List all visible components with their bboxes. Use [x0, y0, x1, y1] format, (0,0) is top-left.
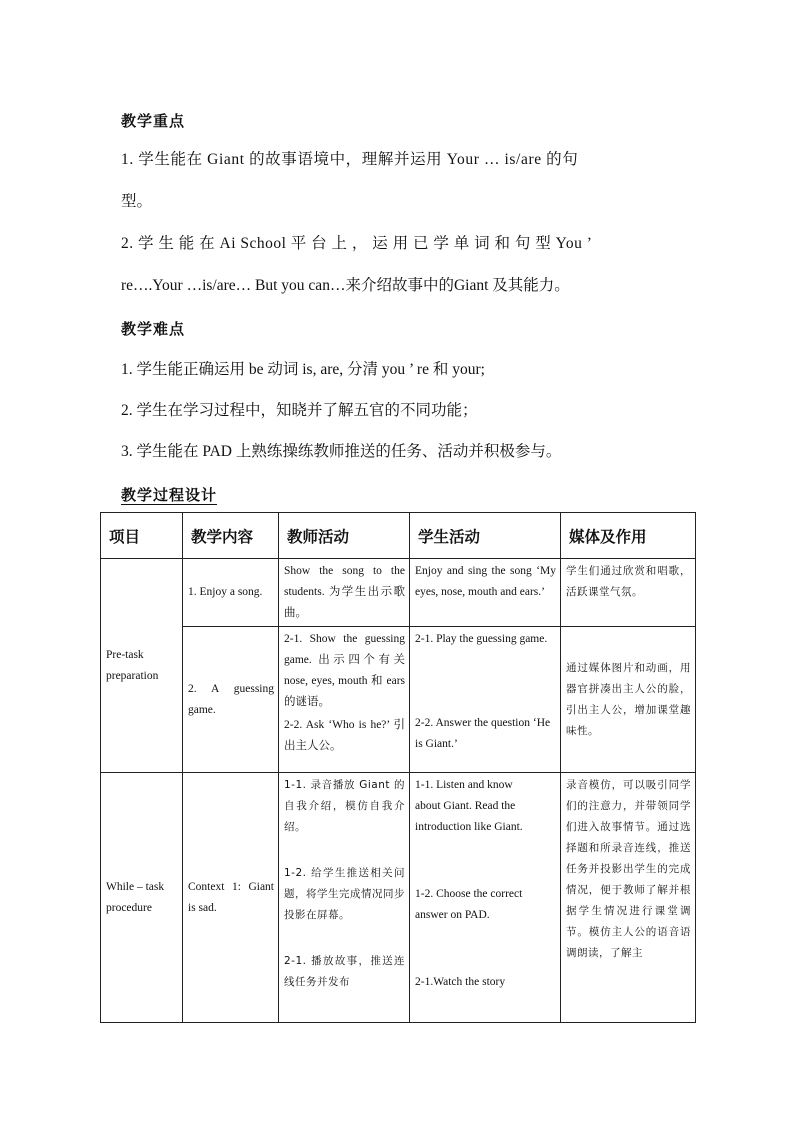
media-text: 通过媒体图片和动画，用器官拼凑出主人公的脸，引出主人公，增加课堂趣味性。 — [566, 661, 691, 737]
teacher-cell — [279, 559, 410, 627]
media-text: 录音模仿，可以吸引同学们的注意力，并带领同学们进入故事情节。通过选择题和所录音连线，推送任务并投影出学生的完成情况，便于教师了解并根据学生情况进行课堂调节。模仿主人公的语音语调朗读，了解主 — [566, 779, 691, 959]
difficulty-heading: 教学难点 — [121, 320, 186, 338]
focus-item-2-line-2: re….Your …is/are… But you can…来介绍故事中的Giant 及其能力。 — [121, 277, 570, 294]
content-text: 2. A guessing game. — [188, 682, 274, 716]
difficulty-item-2: 2. 学生在学习过程中，知晓并了解五官的不同功能； — [121, 402, 478, 419]
focus-heading: 教学重点 — [121, 112, 186, 130]
media-cell — [561, 627, 696, 773]
difficulty-item-1: 1. 学生能正确运用 be 动词 is, are, 分清 you ’ re 和 your; — [121, 361, 485, 378]
table-header-row — [101, 513, 696, 559]
student-text-a: 1-1. Listen and know about Giant. Read the introduction like Giant. — [415, 779, 523, 833]
student-text-c: 2-1.Watch the story — [415, 976, 506, 988]
teacher-text: Show the song to the students. 为学生出示歌曲。 — [284, 565, 405, 619]
col-header-media: 媒体及作用 — [561, 513, 696, 559]
difficulty-item-3: 3. 学生能在 PAD 上熟练操练教师推送的任务、活动并积极参与。 — [121, 443, 562, 460]
col-header-item: 项目 — [101, 513, 183, 559]
process-heading: 教学过程设计 — [121, 486, 218, 504]
col-header-content: 教学内容 — [183, 513, 279, 559]
teacher-cell — [279, 627, 410, 773]
stage-label: Pre-task preparation — [106, 648, 159, 682]
content-text: Context 1: Giant is sad. — [188, 880, 274, 914]
student-text-b: 2-2. Answer the question ‘He is Giant.’ — [415, 717, 551, 750]
teacher-text-a: 2-1. Show the guessing game. 出示四个有关 nose, eyes, mouth 和 ears 的谜语。 — [284, 633, 405, 708]
table-row — [101, 559, 696, 627]
teacher-cell — [279, 773, 410, 1023]
media-cell — [561, 773, 696, 1023]
focus-item-2-line-1: 2. 学 生 能 在 Ai School 平 台 上 ， 运 用 已 学 单 词 和 句 型 You ’ — [121, 235, 593, 252]
stage-label: While – task procedure — [106, 880, 165, 914]
col-header-teacher: 教师活动 — [279, 513, 410, 559]
process-table — [100, 512, 696, 1023]
content-text: 1. Enjoy a song. — [188, 586, 263, 598]
focus-item-1-line-2: 型。 — [121, 193, 153, 210]
media-cell — [561, 559, 696, 627]
student-cell — [410, 773, 561, 1023]
content-cell — [183, 627, 279, 773]
col-header-student: 学生活动 — [410, 513, 561, 559]
media-text: 学生们通过欣赏和唱歌，活跃课堂气氛。 — [566, 565, 691, 598]
table-row — [101, 627, 696, 773]
focus-item-1-line-1: 1. 学生能在 Giant 的故事语境中，理解并运用 Your … is/are 的句 — [121, 151, 579, 168]
teacher-text-c: 2-1. 播放故事，推送连线任务并发布 — [284, 955, 405, 988]
stage-cell-pre-task — [101, 559, 183, 773]
teacher-text-a: 1-1. 录音播放 Giant 的自我介绍，模仿自我介绍。 — [284, 779, 405, 833]
student-text-b: 1-2. Choose the correct answer on PAD. — [415, 888, 523, 921]
teacher-text-b: 2-2. Ask ‘Who is he?’ 引出主人公。 — [284, 719, 405, 752]
content-cell — [183, 773, 279, 1023]
content-cell — [183, 559, 279, 627]
student-text-a: 2-1. Play the guessing game. — [415, 633, 548, 645]
table-row — [101, 773, 696, 1023]
stage-cell-while-task — [101, 773, 183, 1023]
teacher-text-b: 1-2. 给学生推送相关问题，将学生完成情况同步投影在屏幕。 — [284, 867, 405, 921]
student-text: Enjoy and sing the song ‘My eyes, nose, mouth and ears.’ — [415, 565, 556, 598]
student-cell — [410, 559, 561, 627]
student-cell — [410, 627, 561, 773]
